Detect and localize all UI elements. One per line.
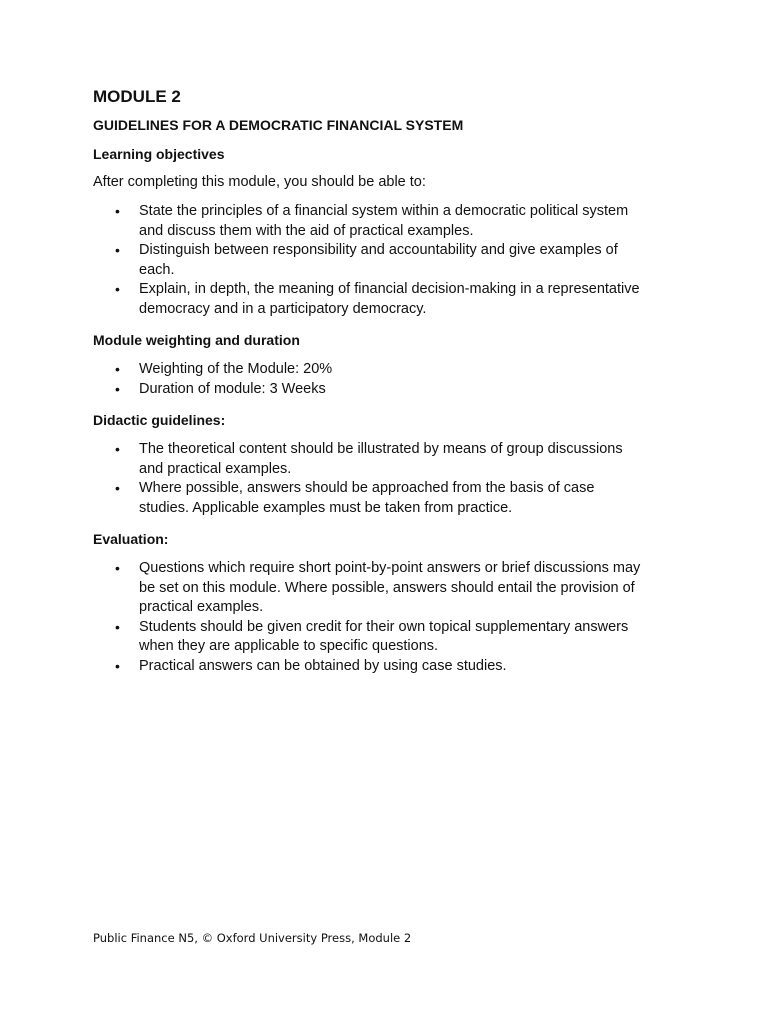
- bullet-icon: •: [115, 480, 120, 496]
- bullet-item: [93, 241, 693, 280]
- bullet-text: Students should be given credit for their own topical supplementary answers: [139, 618, 629, 635]
- bullet-text: practical examples.: [139, 599, 264, 615]
- bullet-text: Questions which require short point-by-point answers or brief discussions may: [139, 560, 641, 576]
- bullet-text: State the principles of a financial system within a democratic political system: [139, 203, 629, 219]
- learning-objectives-list: [93, 202, 693, 319]
- evaluation-list: [93, 559, 693, 676]
- learning-objectives-heading: Learning objectives: [93, 146, 225, 162]
- document-page: [93, 86, 693, 676]
- bullet-text: and discuss them with the aid of practical examples.: [139, 222, 474, 239]
- bullet-item: [93, 202, 693, 241]
- bullet-item: [93, 618, 693, 657]
- bullet-text: Where possible, answers should be approached from the basis of case: [139, 480, 595, 496]
- evaluation-heading: Evaluation:: [93, 531, 169, 547]
- bullet-text: and practical examples.: [139, 460, 292, 477]
- bullet-text: studies. Applicable examples must be taken from practice.: [139, 499, 513, 516]
- bullet-text: Duration of module: 3 Weeks: [139, 380, 326, 397]
- bullet-icon: •: [115, 242, 120, 258]
- bullet-text: when they are applicable to specific questions.: [139, 638, 439, 654]
- module-weighting-list: [93, 360, 693, 399]
- module-subtitle: GUIDELINES FOR A DEMOCRATIC FINANCIAL SYSTEM: [93, 117, 464, 133]
- bullet-item: [93, 360, 693, 380]
- bullet-text: democracy and in a participatory democracy.: [139, 300, 427, 317]
- bullet-item: [93, 380, 693, 400]
- didactic-guidelines-heading: Didactic guidelines:: [93, 412, 226, 428]
- didactic-guidelines-list: [93, 440, 693, 518]
- bullet-icon: •: [115, 618, 120, 635]
- bullet-icon: •: [115, 657, 120, 674]
- bullet-icon: •: [115, 441, 120, 457]
- bullet-text: Distinguish between responsibility and accountability and give examples of: [139, 242, 618, 258]
- bullet-item: [93, 657, 693, 677]
- bullet-item: [93, 280, 693, 319]
- bullet-icon: •: [115, 361, 120, 377]
- bullet-text: be set on this module. Where possible, answers should entail the provision of: [139, 579, 635, 596]
- bullet-icon: •: [115, 560, 120, 576]
- module-weighting-heading: Module weighting and duration: [93, 332, 300, 348]
- bullet-item: [93, 559, 693, 618]
- bullet-icon: •: [115, 203, 120, 219]
- bullet-item: [93, 440, 693, 479]
- learning-objectives-intro: After completing this module, you should be able to:: [93, 174, 426, 190]
- bullet-text: Explain, in depth, the meaning of financial decision-making in a representative: [139, 281, 640, 297]
- page-footer: Public Finance N5, © Oxford University Press, Module 2: [93, 931, 412, 945]
- bullet-icon: •: [115, 281, 120, 297]
- bullet-icon: •: [115, 380, 120, 397]
- bullet-text: The theoretical content should be illustrated by means of group discussions: [139, 441, 623, 457]
- bullet-text: Weighting of the Module: 20%: [139, 361, 333, 377]
- module-title: MODULE 2: [93, 87, 181, 106]
- bullet-text: Practical answers can be obtained by using case studies.: [139, 657, 507, 674]
- bullet-text: each.: [139, 261, 175, 278]
- bullet-item: [93, 479, 693, 518]
